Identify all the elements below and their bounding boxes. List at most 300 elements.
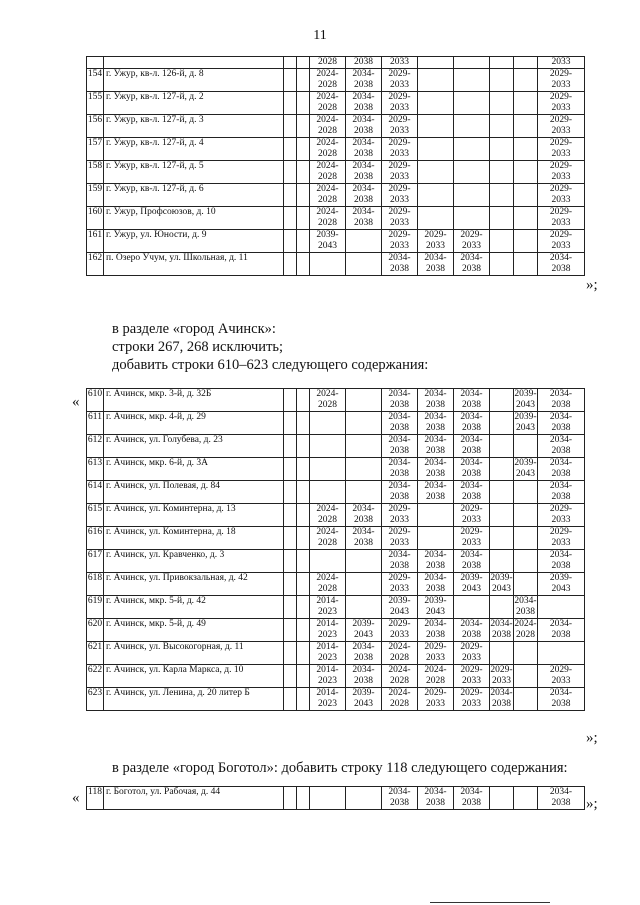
address-cell: г. Ачинск, ул. Полевая, д. 84: [104, 481, 284, 504]
period-cell: 2034- 2038: [538, 688, 585, 711]
period-cell: [346, 412, 382, 435]
period-cell: 2039- 2043: [310, 230, 346, 253]
period-cell: [346, 573, 382, 596]
period-cell: [490, 550, 514, 573]
period-cell: [514, 665, 538, 688]
table-row: [87, 253, 585, 276]
period-cell: [490, 504, 514, 527]
period-cell: 2034- 2038: [382, 412, 418, 435]
period-cell: [284, 787, 297, 810]
period-cell: 2034- 2038: [418, 619, 454, 642]
period-cell: [454, 161, 490, 184]
period-cell: 2029- 2033: [382, 92, 418, 115]
period-cell: [284, 412, 297, 435]
period-cell: [418, 92, 454, 115]
period-cell: 2029- 2033: [538, 504, 585, 527]
period-cell: [418, 184, 454, 207]
period-cell: [514, 688, 538, 711]
period-cell: 2029- 2033: [382, 69, 418, 92]
period-cell: 2029- 2033: [454, 230, 490, 253]
period-cell: 2034- 2038: [490, 688, 513, 709]
period-cell: [514, 504, 538, 527]
period-cell: 2034- 2038: [538, 550, 585, 573]
period-cell: 2029- 2033: [538, 115, 585, 138]
period-cell: 2029- 2033: [538, 69, 585, 92]
period-cell: 2039- 2043: [490, 573, 513, 594]
period-cell: 2034- 2038: [418, 435, 454, 458]
period-cell: 2034- 2038: [538, 619, 585, 642]
address-cell: г. Ужур, кв-л. 127-й, д. 4: [104, 138, 284, 161]
table-row: [87, 230, 585, 253]
period-cell: [284, 207, 297, 230]
period-cell: [310, 481, 346, 504]
period-cell: [514, 57, 538, 69]
period-cell: 2034- 2038: [418, 787, 454, 810]
period-cell: 2029- 2033: [418, 230, 454, 253]
period-cell: 2029- 2033: [382, 527, 418, 550]
period-cell: [284, 481, 297, 504]
address-cell: г. Ужур, кв-л. 126-й, д. 8: [104, 69, 284, 92]
period-cell: [514, 69, 538, 92]
period-cell: 2024- 2028: [310, 207, 346, 230]
period-cell: [297, 69, 310, 92]
period-cell: 2034- 2038: [382, 550, 418, 573]
period-cell: 2029- 2033: [382, 161, 418, 184]
period-cell: [490, 207, 514, 230]
period-cell: [490, 435, 514, 458]
address-cell: г. Ачинск, мкр. 4-й, д. 29: [104, 412, 284, 435]
period-cell: 2034- 2038: [538, 481, 585, 504]
row-number-cell: [87, 57, 104, 69]
table-row-continuation: [87, 57, 585, 69]
period-cell: 2034- 2038: [418, 458, 454, 481]
period-cell: [284, 115, 297, 138]
period-cell: [490, 69, 514, 92]
period-cell: 2014- 2023: [310, 596, 346, 619]
period-cell: [284, 57, 297, 69]
period-cell: 2033: [538, 57, 585, 69]
table-row: [87, 184, 585, 207]
opening-quote: «: [72, 790, 80, 806]
period-cell: 2034- 2038: [382, 389, 418, 412]
period-cell: [297, 481, 310, 504]
period-cell: 2029- 2033: [454, 665, 490, 688]
period-cell: [284, 619, 297, 642]
address-cell: г. Ачинск, ул. Карла Маркса, д. 10: [104, 665, 284, 688]
period-cell: 2024- 2028: [310, 92, 346, 115]
period-cell: [284, 253, 297, 276]
period-cell: [454, 69, 490, 92]
period-cell: 2034- 2038: [346, 527, 382, 550]
period-cell: 2034- 2038: [382, 481, 418, 504]
period-cell: 2039- 2043: [454, 573, 490, 596]
period-cell: 2039- 2043: [514, 389, 537, 410]
period-cell: [490, 527, 514, 550]
period-cell: [284, 573, 297, 596]
period-cell: [284, 184, 297, 207]
period-cell: 2034- 2038: [382, 253, 418, 276]
period-cell: [514, 115, 538, 138]
period-cell: [538, 596, 585, 619]
period-cell: [297, 550, 310, 573]
period-cell: [490, 161, 514, 184]
period-cell: 2034- 2038: [538, 787, 585, 810]
period-cell: [297, 688, 310, 711]
period-cell: [454, 207, 490, 230]
period-cell: [490, 642, 514, 665]
period-cell: [284, 550, 297, 573]
table-row: [87, 412, 585, 435]
address-cell: г. Ужур, кв-л. 127-й, д. 6: [104, 184, 284, 207]
table-row: [87, 527, 585, 550]
table-row: [87, 138, 585, 161]
period-cell: 2029- 2033: [538, 665, 585, 688]
row-number-cell: 162: [87, 253, 104, 276]
period-cell: 2034- 2038: [418, 481, 454, 504]
table-row: [87, 550, 585, 573]
period-cell: [284, 665, 297, 688]
period-cell: [454, 57, 490, 69]
period-cell: [346, 596, 382, 619]
row-number-cell: 612: [87, 435, 104, 458]
period-cell: [310, 550, 346, 573]
period-cell: 2034- 2038: [418, 412, 454, 435]
period-cell: 2024- 2028: [310, 138, 346, 161]
period-cell: 2028: [310, 57, 346, 69]
row-number-cell: 611: [87, 412, 104, 435]
period-cell: [297, 787, 310, 810]
period-cell: [490, 481, 514, 504]
period-cell: [454, 115, 490, 138]
period-cell: 2034- 2038: [346, 92, 382, 115]
period-cell: 2034- 2038: [382, 435, 418, 458]
table-row: [87, 161, 585, 184]
address-cell: г. Боготол, ул. Рабочая, д. 44: [104, 787, 284, 810]
period-cell: 2014- 2023: [310, 619, 346, 642]
row-number-cell: 618: [87, 573, 104, 596]
period-cell: [284, 138, 297, 161]
period-cell: 2024- 2028: [418, 665, 454, 688]
address-cell: г. Ачинск, ул. Кравченко, д. 3: [104, 550, 284, 573]
table-row: [87, 389, 585, 412]
footer-rule: [430, 902, 550, 903]
period-cell: [490, 115, 514, 138]
period-cell: 2034- 2038: [454, 458, 490, 481]
period-cell: [297, 253, 310, 276]
period-cell: [284, 435, 297, 458]
period-cell: [514, 230, 538, 253]
period-cell: 2034- 2038: [346, 665, 382, 688]
period-cell: [514, 550, 538, 573]
period-cell: 2034- 2038: [418, 573, 454, 596]
period-cell: 2029- 2033: [538, 92, 585, 115]
period-cell: [514, 138, 538, 161]
period-cell: 2029- 2033: [382, 573, 418, 596]
period-cell: 2039- 2043: [382, 596, 418, 619]
address-cell: [104, 57, 284, 69]
period-cell: [297, 504, 310, 527]
period-cell: [514, 253, 538, 276]
period-cell: 2024- 2028: [310, 573, 346, 596]
row-number-cell: 118: [87, 787, 104, 810]
period-cell: [310, 458, 346, 481]
period-cell: 2029- 2033: [538, 161, 585, 184]
period-cell: 2029- 2033: [382, 138, 418, 161]
period-cell: [346, 230, 382, 253]
period-cell: 2029- 2033: [382, 115, 418, 138]
address-cell: г. Ужур, ул. Юности, д. 9: [104, 230, 284, 253]
period-cell: 2034- 2038: [382, 787, 418, 810]
period-cell: [297, 573, 310, 596]
period-cell: [284, 527, 297, 550]
period-cell: 2034- 2038: [346, 161, 382, 184]
table-row: [87, 573, 585, 596]
period-cell: [514, 527, 538, 550]
period-cell: [297, 642, 310, 665]
period-cell: 2029- 2033: [382, 504, 418, 527]
period-cell: 2034- 2038: [346, 642, 382, 665]
period-cell: [284, 92, 297, 115]
period-cell: [346, 787, 382, 810]
period-cell: 2029- 2033: [418, 642, 454, 665]
period-cell: 2034- 2038: [418, 389, 454, 412]
period-cell: [514, 184, 538, 207]
row-number-cell: 156: [87, 115, 104, 138]
period-cell: [346, 550, 382, 573]
period-cell: 2039- 2043: [514, 458, 537, 479]
period-cell: 2034- 2038: [490, 619, 513, 640]
period-cell: 2024- 2028: [310, 527, 346, 550]
period-cell: [514, 642, 538, 665]
table-row: [87, 688, 585, 711]
period-cell: [284, 458, 297, 481]
table-row: [87, 115, 585, 138]
row-number-cell: 610: [87, 389, 104, 412]
period-cell: [490, 184, 514, 207]
table-achinsk: [86, 388, 585, 711]
period-cell: 2034- 2038: [454, 389, 490, 412]
period-cell: [297, 207, 310, 230]
address-cell: г. Ачинск, мкр. 3-й, д. 32Б: [104, 389, 284, 412]
period-cell: 2024- 2028: [514, 619, 537, 640]
table-row: [87, 504, 585, 527]
period-cell: 2029- 2033: [454, 504, 490, 527]
period-cell: [346, 253, 382, 276]
period-cell: 2034- 2038: [538, 435, 585, 458]
period-cell: [514, 787, 538, 810]
period-cell: [297, 161, 310, 184]
row-number-cell: 613: [87, 458, 104, 481]
address-cell: г. Ачинск, мкр. 5-й, д. 49: [104, 619, 284, 642]
period-cell: 2034- 2038: [418, 550, 454, 573]
period-cell: 2034- 2038: [346, 207, 382, 230]
period-cell: 2029- 2033: [382, 184, 418, 207]
period-cell: [418, 207, 454, 230]
period-cell: 2034- 2038: [346, 69, 382, 92]
period-cell: [514, 92, 538, 115]
period-cell: 2033: [382, 57, 418, 69]
row-number-cell: 161: [87, 230, 104, 253]
period-cell: 2029- 2033: [538, 184, 585, 207]
period-cell: [284, 230, 297, 253]
period-cell: [284, 642, 297, 665]
period-cell: [514, 435, 538, 458]
period-cell: [490, 57, 514, 69]
period-cell: 2034- 2038: [454, 787, 490, 810]
table-row: [87, 69, 585, 92]
paragraph-line: добавить строки 610–623 следующего содержания:: [112, 357, 429, 373]
period-cell: 2029- 2033: [382, 207, 418, 230]
period-cell: 2034- 2038: [454, 253, 490, 276]
period-cell: [418, 527, 454, 550]
period-cell: 2039- 2043: [346, 619, 382, 642]
period-cell: [297, 619, 310, 642]
closing-quote: »;: [586, 277, 598, 293]
period-cell: [310, 435, 346, 458]
period-cell: [454, 596, 490, 619]
period-cell: 2024- 2028: [310, 389, 346, 412]
period-cell: [514, 161, 538, 184]
period-cell: 2029- 2033: [538, 207, 585, 230]
period-cell: 2039- 2043: [514, 412, 537, 433]
period-cell: [346, 435, 382, 458]
period-cell: [284, 161, 297, 184]
period-cell: 2034- 2038: [346, 115, 382, 138]
paragraph-line: в разделе «город Ачинск»:: [112, 321, 276, 337]
row-number-cell: 158: [87, 161, 104, 184]
address-cell: г. Ачинск, ул. Коминтерна, д. 13: [104, 504, 284, 527]
period-cell: [284, 69, 297, 92]
period-cell: 2029- 2033: [454, 642, 490, 665]
period-cell: [514, 481, 538, 504]
table-row: [87, 92, 585, 115]
row-number-cell: 614: [87, 481, 104, 504]
period-cell: 2034- 2038: [514, 596, 537, 617]
period-cell: 2039- 2043: [346, 688, 382, 711]
address-cell: г. Ужур, кв-л. 127-й, д. 3: [104, 115, 284, 138]
period-cell: [297, 57, 310, 69]
table-row: [87, 435, 585, 458]
address-cell: г. Ужур, кв-л. 127-й, д. 5: [104, 161, 284, 184]
period-cell: [418, 57, 454, 69]
period-cell: [297, 230, 310, 253]
address-cell: г. Ачинск, ул. Высокогорная, д. 11: [104, 642, 284, 665]
period-cell: [514, 207, 538, 230]
row-number-cell: 160: [87, 207, 104, 230]
table-row: [87, 642, 585, 665]
table-row: [87, 619, 585, 642]
address-cell: г. Ачинск, мкр. 5-й, д. 42: [104, 596, 284, 619]
period-cell: 2034- 2038: [382, 458, 418, 481]
period-cell: 2024- 2028: [382, 665, 418, 688]
table-row: [87, 665, 585, 688]
period-cell: 2014- 2023: [310, 642, 346, 665]
period-cell: [297, 458, 310, 481]
table-ujur: [86, 56, 585, 276]
period-cell: [297, 389, 310, 412]
row-number-cell: 159: [87, 184, 104, 207]
period-cell: 2029- 2033: [454, 688, 490, 711]
table-bogotol: [86, 786, 585, 810]
row-number-cell: 616: [87, 527, 104, 550]
period-cell: 2029- 2033: [382, 230, 418, 253]
period-cell: 2029- 2033: [382, 619, 418, 642]
period-cell: 2024- 2028: [310, 504, 346, 527]
period-cell: 2034- 2038: [454, 550, 490, 573]
period-cell: [514, 573, 538, 596]
period-cell: [490, 92, 514, 115]
period-cell: [490, 412, 514, 435]
period-cell: 2034- 2038: [538, 412, 585, 435]
period-cell: [490, 389, 514, 412]
period-cell: 2029- 2033: [538, 230, 585, 253]
address-cell: г. Ачинск, ул. Голубева, д. 23: [104, 435, 284, 458]
period-cell: [490, 253, 514, 276]
table-row: [87, 207, 585, 230]
period-cell: 2024- 2028: [310, 161, 346, 184]
address-cell: г. Ачинск, ул. Ленина, д. 20 литер Б: [104, 688, 284, 711]
period-cell: [297, 92, 310, 115]
period-cell: 2034- 2038: [346, 184, 382, 207]
period-cell: 2034- 2038: [454, 619, 490, 642]
period-cell: [297, 115, 310, 138]
address-cell: г. Ужур, кв-л. 127-й, д. 2: [104, 92, 284, 115]
period-cell: 2034- 2038: [454, 412, 490, 435]
row-number-cell: 619: [87, 596, 104, 619]
address-cell: п. Озеро Учум, ул. Школьная, д. 11: [104, 253, 284, 276]
period-cell: [418, 69, 454, 92]
period-cell: [490, 138, 514, 161]
period-cell: 2034- 2038: [538, 458, 585, 481]
period-cell: 2029- 2033: [538, 138, 585, 161]
row-number-cell: 617: [87, 550, 104, 573]
period-cell: [284, 596, 297, 619]
period-cell: [418, 138, 454, 161]
row-number-cell: 622: [87, 665, 104, 688]
paragraph-line: строки 267, 268 исключить;: [112, 339, 284, 355]
paragraph-line: в разделе «город Боготол»: добавить строку 118 следующего содержания:: [112, 760, 568, 776]
row-number-cell: 155: [87, 92, 104, 115]
period-cell: 2029- 2033: [490, 665, 513, 686]
period-cell: 2034- 2038: [538, 389, 585, 412]
closing-quote: »;: [586, 796, 598, 812]
period-cell: [284, 389, 297, 412]
period-cell: 2014- 2023: [310, 688, 346, 711]
address-cell: г. Ачинск, мкр. 6-й, д. 3А: [104, 458, 284, 481]
period-cell: [490, 787, 514, 810]
period-cell: [297, 527, 310, 550]
period-cell: 2014- 2023: [310, 665, 346, 688]
period-cell: [297, 596, 310, 619]
period-cell: [284, 688, 297, 711]
row-number-cell: 157: [87, 138, 104, 161]
period-cell: [418, 115, 454, 138]
period-cell: 2034- 2038: [538, 253, 585, 276]
period-cell: [490, 230, 514, 253]
period-cell: [297, 138, 310, 161]
opening-quote: «: [72, 394, 80, 410]
row-number-cell: 154: [87, 69, 104, 92]
row-number-cell: 615: [87, 504, 104, 527]
table-row: [87, 481, 585, 504]
period-cell: [538, 642, 585, 665]
period-cell: 2024- 2028: [382, 688, 418, 711]
period-cell: [418, 161, 454, 184]
period-cell: 2024- 2028: [310, 184, 346, 207]
period-cell: [310, 787, 346, 810]
period-cell: [297, 665, 310, 688]
table-row: [87, 596, 585, 619]
